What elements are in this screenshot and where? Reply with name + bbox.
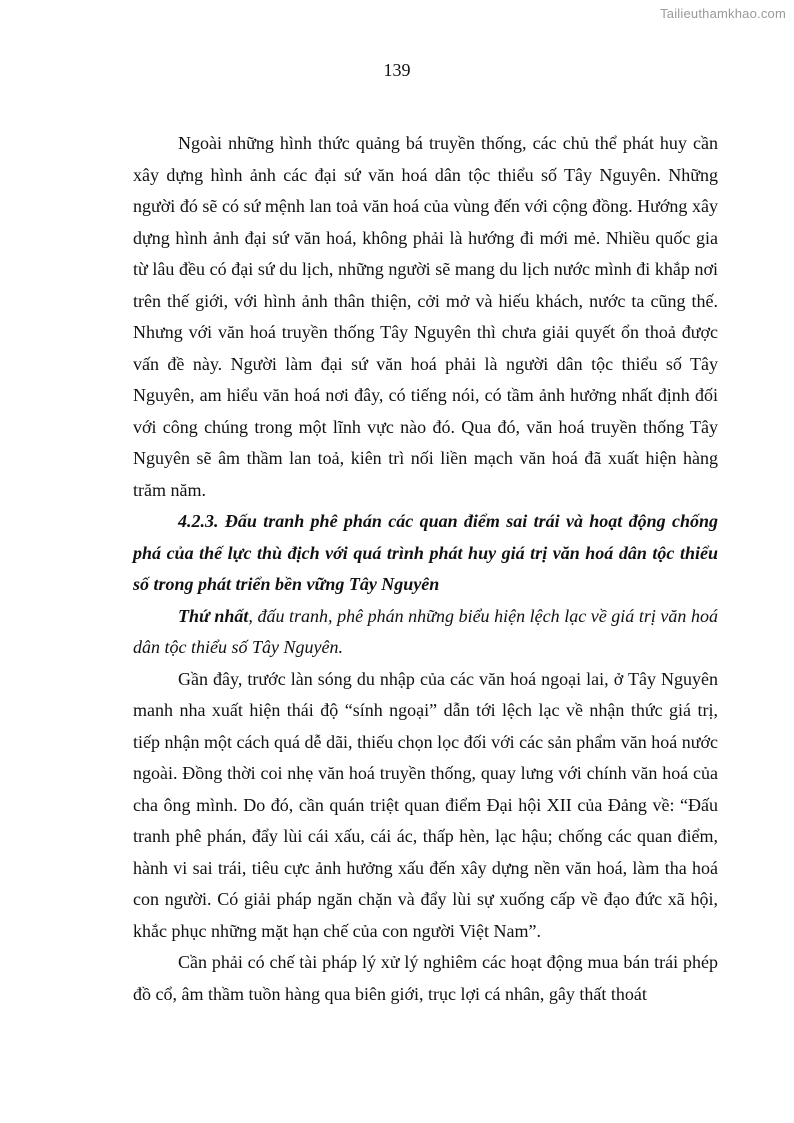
first-point-lead: Thứ nhất (178, 605, 249, 626)
first-point-text: , đấu tranh, phê phán những biểu hiện lệch lạc về giá trị văn hoá dân tộc thiểu số Tây Nguyên. (133, 605, 718, 657)
document-body (133, 128, 718, 1010)
first-point-paragraph (133, 601, 718, 664)
paragraph: Ngoài những hình thức quảng bá truyền thống, các chủ thể phát huy cần xây dựng hình ảnh các đại sứ văn hoá dân tộc thiểu số Tây Nguyên. Những người đó sẽ có sứ mệnh lan toả văn hoá của vùng đến với cộng đồng. Hướng xây dựng hình ảnh đại sứ văn hoá, không phải là hướng đi mới mẻ. Nhiều quốc gia từ lâu đều có đại sứ du lịch, những người sẽ mang du lịch nước mình đi khắp nơi trên thế giới, với hình ảnh thân thiện, cởi mở và hiếu khách, nước ta cũng thế. Nhưng với văn hoá truyền thống Tây Nguyên thì chưa giải quyết ổn thoả được vấn đề này. Người làm đại sứ văn hoá phải là người dân tộc thiểu số Tây Nguyên, am hiểu văn hoá nơi đây, có tiếng nói, có tầm ảnh hưởng nhất định đối với công chúng trong một lĩnh vực nào đó. Qua đó, văn hoá truyền thống Tây Nguyên sẽ âm thầm lan toả, kiên trì nối liền mạch văn hoá đã xuất hiện hàng trăm năm. (133, 133, 718, 500)
page-number: 139 (383, 60, 411, 80)
section-heading: 4.2.3. Đấu tranh phê phán các quan điểm sai trái và hoạt động chống phá của thế lực thù địch với quá trình phát huy giá trị văn hoá dân tộc thiểu số trong phát triển bền vững Tây Nguyên (133, 511, 718, 594)
watermark: Tailieuthamkhao.com (660, 6, 786, 21)
paragraph: Cần phải có chế tài pháp lý xử lý nghiêm các hoạt động mua bán trái phép đồ cổ, âm thầm tuồn hàng qua biên giới, trục lợi cá nhân, gây thất thoát (133, 952, 718, 1004)
paragraph: Gần đây, trước làn sóng du nhập của các văn hoá ngoại lai, ở Tây Nguyên manh nha xuất hiện thái độ “sính ngoại” dẫn tới lệch lạc về nhận thức giá trị, tiếp nhận một cách quá dễ dãi, thiếu chọn lọc đối với các sản phẩm văn hoá nước ngoài. Đồng thời coi nhẹ văn hoá truyền thống, quay lưng với chính văn hoá của cha ông mình. Do đó, cần quán triệt quan điểm Đại hội XII của Đảng về: “Đấu tranh phê phán, đẩy lùi cái xấu, cái ác, thấp hèn, lạc hậu; chống các quan điểm, hành vi sai trái, tiêu cực ảnh hưởng xấu đến xây dựng nền văn hoá, làm tha hoá con người. Có giải pháp ngăn chặn và đẩy lùi sự xuống cấp về đạo đức xã hội, khắc phục những mặt hạn chế của con người Việt Nam”. (133, 668, 718, 941)
